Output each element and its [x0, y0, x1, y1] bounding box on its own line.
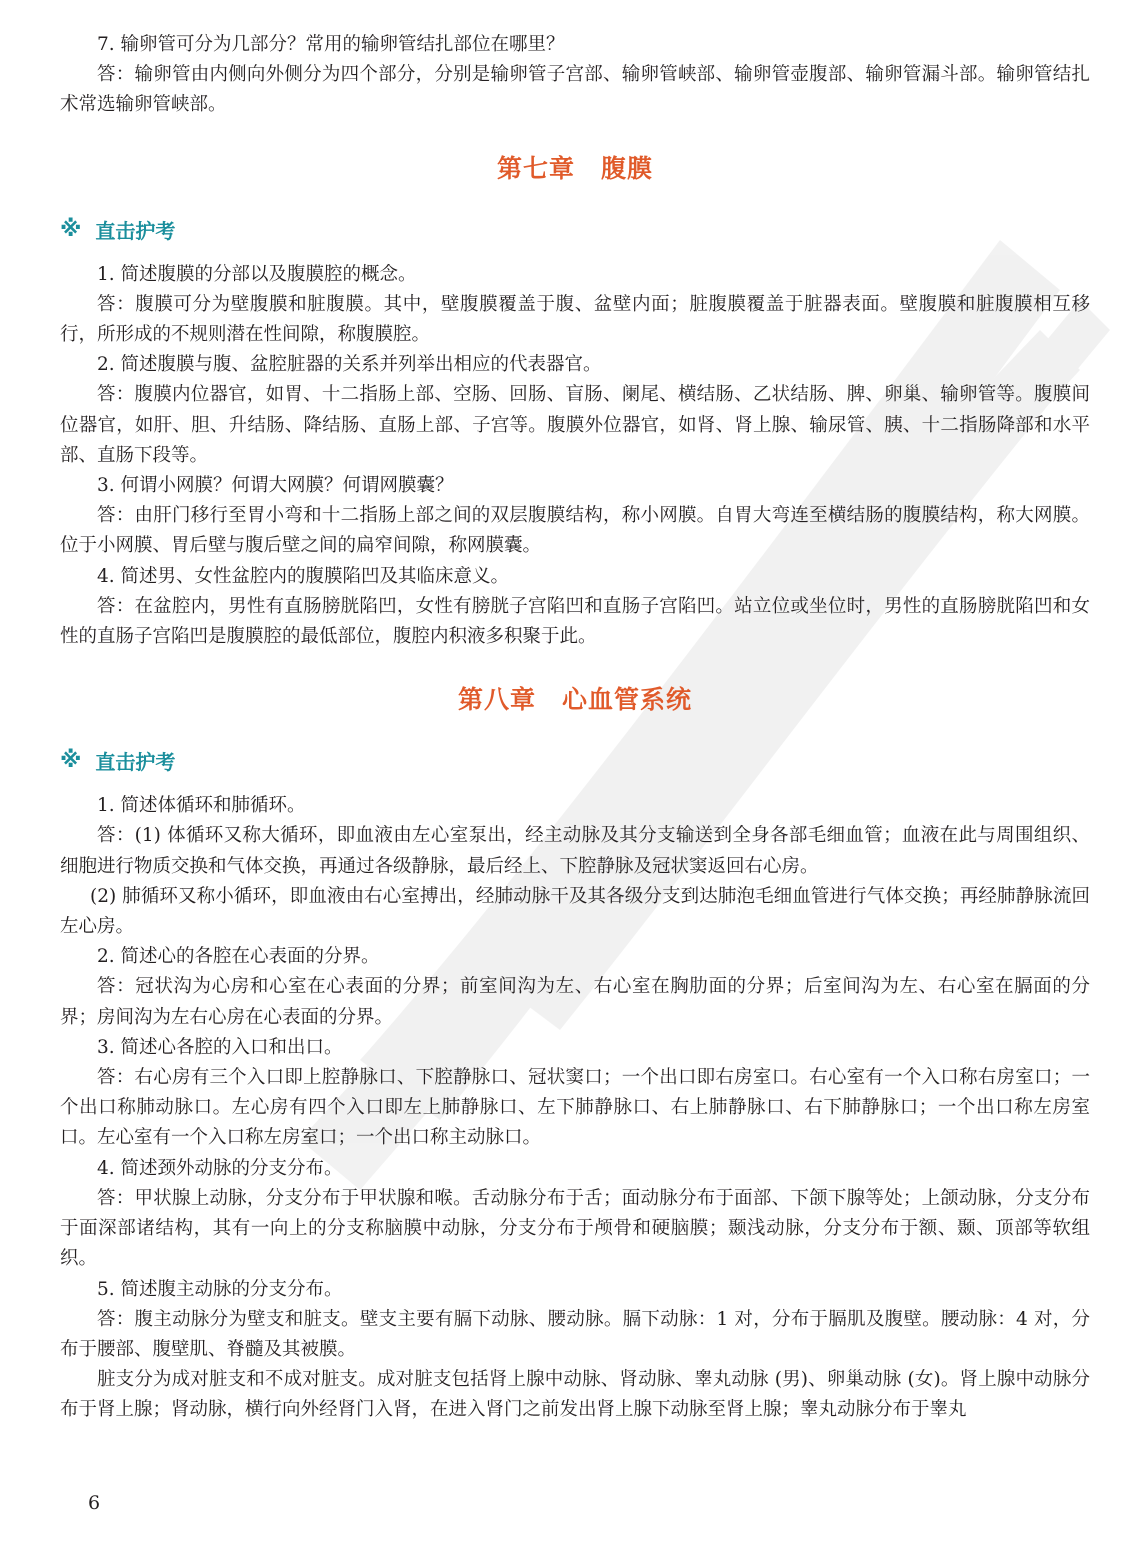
answer-text: 答：腹膜可分为壁腹膜和脏腹膜。其中，壁腹膜覆盖于腹、盆壁内面；脏腹膜覆盖于脏器表面。壁腹膜和脏腹膜相互移行，所形成的不规则潜在性间隙，称腹膜腔。 — [60, 293, 1090, 346]
question-text: 2. 简述心的各腔在心表面的分界。 — [97, 946, 380, 968]
section-heading — [60, 215, 1090, 244]
answer-text: 答：右心房有三个入口即上腔静脉口、下腔静脉口、冠状窦口；一个出口即右房室口。右心室有一个入口称右房室口；一个出口称肺动脉口。左心房有四个入口即左上肺静脉口、左下肺静脉口、右上肺静脉口、右下肺静脉口；一个出口称左房室口。左心室有一个入口称左房室口；一个出口称主动脉口。 — [60, 1067, 1090, 1149]
answer-text: (2) 肺循环又称小循环，即血液由右心室搏出，经肺动脉干及其各级分支到达肺泡毛细血管进行气体交换；再经肺静脉流回左心房。 — [60, 885, 1090, 938]
question-text: 2. 简述腹膜与腹、盆腔脏器的关系并列举出相应的代表器官。 — [97, 354, 602, 376]
chapter-title: 第八章 心血管系统 — [457, 685, 692, 715]
answer-text: 答：腹主动脉分为壁支和脏支。壁支主要有膈下动脉、腰动脉。膈下动脉：1 对，分布于膈肌及腹壁。腰动脉：4 对，分布于腰部、腹壁肌、脊髓及其被膜。 — [60, 1308, 1090, 1360]
answer-text: 答：冠状沟为心房和心室在心表面的分界；前室间沟为左、右心室在胸肋面的分界；后室间沟为左、右心室在膈面的分界；房间沟为左右心房在心表面的分界。 — [60, 976, 1090, 1028]
question-text: 4. 简述颈外动脉的分支分布。 — [97, 1157, 343, 1179]
answer-text: 脏支分为成对脏支和不成对脏支。成对脏支包括肾上腺中动脉、肾动脉、睾丸动脉 (男)、卵巢动脉 (女)。肾上腺中动脉分布于肾上腺；肾动脉，横行向外经肾门入肾，在进入肾门之前发出肾上腺下动脉至肾上腺；睾丸动脉分布于睾丸 — [60, 1369, 1090, 1421]
section-title: 直击护考 — [95, 750, 176, 775]
answer-text: 答：输卵管由内侧向外侧分为四个部分，分别是输卵管子宫部、输卵管峡部、输卵管壶腹部、输卵管漏斗部。输卵管结扎术常选输卵管峡部。 — [60, 64, 1090, 116]
page-content — [60, 30, 1090, 1426]
section-title: 直击护考 — [95, 218, 176, 243]
question-text: 4. 简述男、女性盆腔内的腹膜陷凹及其临床意义。 — [97, 565, 510, 587]
question-text: 3. 何谓小网膜？何谓大网膜？何谓网膜囊？ — [97, 475, 454, 497]
chapter-title: 第七章 腹膜 — [496, 153, 653, 183]
reference-mark-icon: ※ — [60, 216, 82, 242]
reference-mark-icon: ※ — [60, 748, 82, 774]
question-text: 1. 简述体循环和肺循环。 — [97, 795, 306, 817]
question-text: 5. 简述腹主动脉的分支分布。 — [97, 1278, 343, 1300]
section-heading — [60, 746, 1090, 775]
question-text: 1. 简述腹膜的分部以及腹膜腔的概念。 — [97, 263, 417, 285]
question-text: 7. 输卵管可分为几部分？常用的输卵管结扎部位在哪里？ — [97, 34, 565, 55]
page-number: 6 — [88, 1492, 101, 1514]
answer-text: 答：甲状腺上动脉，分支分布于甲状腺和喉。舌动脉分布于舌；面动脉分布于面部、下颌下腺等处；上颌动脉，分支分布于面深部诸结构，其有一向上的分支称脑膜中动脉，分支分布于颅骨和硬脑膜；颞浅动脉，分支分布于额、颞、顶部等软组织。 — [60, 1187, 1090, 1270]
answer-text: 答：(1) 体循环又称大循环，即血液由左心室泵出，经主动脉及其分支输送到全身各部毛细血管；血液在此与周围组织、细胞进行物质交换和气体交换，再通过各级静脉，最后经上、下腔静脉及冠状窦返回右心房。 — [60, 825, 1090, 877]
question-text: 3. 简述心各腔的入口和出口。 — [97, 1036, 343, 1058]
answer-text: 答：由肝门移行至胃小弯和十二指肠上部之间的双层腹膜结构，称小网膜。自胃大弯连至横结肠的腹膜结构，称大网膜。位于小网膜、胃后壁与腹后壁之间的扁窄间隙，称网膜囊。 — [60, 505, 1090, 557]
answer-text: 答：腹膜内位器官，如胃、十二指肠上部、空肠、回肠、盲肠、阑尾、横结肠、乙状结肠、脾、卵巢、输卵管等。腹膜间位器官，如肝、胆、升结肠、降结肠、直肠上部、子宫等。腹膜外位器官，如肾、肾上腺、输尿管、胰、十二指肠降部和水平部、直肠下段等。 — [60, 384, 1090, 466]
answer-text: 答：在盆腔内，男性有直肠膀胱陷凹，女性有膀胱子宫陷凹和直肠子宫陷凹。站立位或坐位时，男性的直肠膀胱陷凹和女性的直肠子宫陷凹是腹膜腔的最低部位，腹腔内积液多积聚于此。 — [60, 595, 1090, 648]
